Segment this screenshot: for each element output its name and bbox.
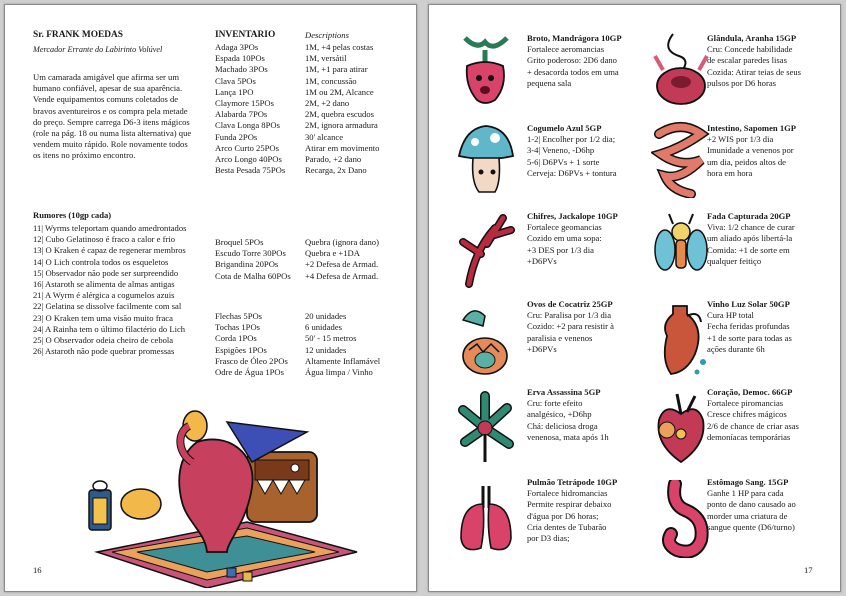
rumor-row: 22| Gelatina se dissolve facilmente com sal	[33, 301, 182, 312]
supply-item: Flechas 5POs	[215, 311, 263, 321]
item-line: Chá: deliciosa droga	[527, 420, 598, 431]
item-line: +D6PVs	[527, 343, 557, 354]
item-line: 1-2| Encolher por 1/2 dia;	[527, 134, 616, 145]
inventory-header: INVENTARIO	[215, 30, 276, 40]
supply-desc: Altamente Inflamável	[305, 355, 381, 366]
item-title: Cogumelo Azul 5GP	[527, 123, 602, 133]
item-line: Cerveja: D6PVs + tontura	[527, 167, 617, 178]
item-line: +1 de sorte para todas as	[707, 332, 792, 343]
page-number-left: 16	[33, 565, 42, 575]
inventory-item: Lança 1PO	[215, 86, 254, 97]
inventory-desc: 1M, versátil	[305, 53, 347, 64]
item-line: Cura HP total	[707, 310, 754, 321]
item-title: Fada Capturada 20GP	[707, 211, 791, 221]
inventory-desc: 2M, quebra escudos	[305, 109, 374, 120]
rumor-row: 21| A Wyrm é alérgica a cogumelos azuis	[33, 290, 175, 301]
item-line: + desacorda todos em uma	[527, 66, 619, 77]
item-title: Ovos de Cocatriz 25GP	[527, 299, 613, 309]
item-line: Fortalece geomancias	[527, 222, 602, 233]
item-line: 5-6| D6PVs + 1 sorte	[527, 156, 600, 167]
description-line: do preço. Sempre carrega D6-3 itens mágicos	[33, 116, 190, 127]
item-line: Fortalece hidromancias	[527, 488, 608, 499]
item-line: Cozido: +2 para resistir à	[527, 321, 614, 332]
item-line: +3 DES por 1/3 dia	[527, 244, 594, 255]
rumor-row: 11| Wyrms teleportam quando amedrontados	[33, 223, 187, 233]
description-line: os itens no próximo encontro.	[33, 150, 136, 161]
supply-desc: 12 unidades	[305, 344, 347, 355]
inventory-desc: Parado, +2 dano	[305, 154, 362, 165]
supply-item: Corda 1POs	[215, 333, 257, 344]
item-entry	[707, 211, 795, 267]
description-line: Um camarada amigável que afirma ser um	[33, 72, 180, 82]
egg-icon	[455, 300, 517, 378]
inventory-item: Funda 2POs	[215, 131, 258, 142]
description-line: bravos aventureiros e os compra pela metade	[33, 105, 188, 116]
item-line: hora em hora	[707, 167, 753, 178]
item-line: 2/6 de chance de criar asas	[707, 420, 799, 431]
armor-desc: Quebra (ignora dano)	[305, 237, 379, 247]
supply-desc: 6 unidades	[305, 322, 342, 333]
item-line: Fortalece piromancias	[707, 398, 784, 409]
item-line: Cru: Paralisa por 1/3 dia	[527, 310, 612, 321]
armor-items	[215, 237, 291, 282]
item-line: ações durante 6h	[707, 343, 765, 354]
inventory-item: Machado 3POs	[215, 64, 268, 75]
inventory-desc: 30' alcance	[305, 131, 344, 142]
npc-title: Mercador Errante do Labirinto Volúvel	[33, 45, 163, 54]
item-entry	[707, 299, 792, 355]
item-line: 3-4| Veneno, -D6hp	[527, 145, 595, 156]
inventory-item: Claymore 15POs	[215, 98, 274, 109]
inventory-item: Arco Curto 25POs	[215, 142, 279, 153]
description-line: Vende equipamentos comuns coletados de	[33, 94, 179, 105]
description-line: vendem muito rápido. Role novamente todos	[33, 139, 188, 150]
item-line: Cru: Concede habilidade	[707, 44, 793, 55]
item-line: Fecha feridas profundas	[707, 321, 790, 332]
item-line: Viva: 1/2 chance de curar	[707, 222, 795, 233]
item-entry	[527, 387, 609, 443]
supply-descriptions	[305, 311, 380, 378]
antler-icon	[455, 210, 517, 288]
inventory-descriptions	[305, 42, 379, 176]
supply-item: Odre de Água 1POs	[215, 367, 284, 378]
item-title: Coração, Democ. 66GP	[707, 387, 793, 397]
spider-gland-icon	[651, 30, 711, 108]
intestine-icon	[651, 120, 711, 198]
rumor-row: 14| O Lich controla todos os esqueletos	[33, 256, 169, 267]
armor-item: Cota de Malha 60POs	[215, 270, 291, 281]
inventory-item: Clava Longa 8POs	[215, 120, 280, 131]
item-line: morder uma criatura de	[707, 510, 788, 521]
inventory-item: Adaga 3POs	[215, 42, 259, 52]
item-line: demoníacas temporárias	[707, 431, 791, 442]
item-title: Intestino, Sapomen 1GP	[707, 123, 797, 133]
item-title: Glândula, Aranha 15GP	[707, 33, 797, 43]
item-line: pulsos por D6 horas	[707, 77, 776, 88]
item-entry	[707, 123, 796, 179]
inventory-desc: 1M, +4 pelas costas	[305, 42, 374, 52]
item-line: analgésico, +D6hp	[527, 409, 592, 420]
supply-item: Frasco de Óleo 2POs	[215, 355, 288, 366]
supply-desc: 50' - 15 metros	[305, 333, 357, 344]
inventory-desc: 1M, concussão	[305, 75, 357, 86]
inventory-item: Espada 10POs	[215, 53, 265, 64]
inventory-desc: 1M, +1 para atirar	[305, 64, 368, 75]
rumor-row: 12| Cubo Gelatinoso é fraco a calor e frio	[33, 234, 176, 245]
inventory-item: Besta Pesada 75POs	[215, 165, 286, 176]
armor-desc: +4 Defesa de Armad.	[305, 270, 379, 281]
mandrake-icon	[455, 30, 517, 108]
item-title: Erva Assassina 5GP	[527, 387, 601, 397]
item-line: qualquer feitiço	[707, 255, 762, 266]
item-line: Cresce chifres mágicos	[707, 409, 787, 420]
inventory-desc: Recarga, 2x Dano	[305, 165, 367, 176]
armor-desc: Quebra e +1DA	[305, 248, 360, 259]
item-line: um dia, peidos altos de	[707, 156, 787, 167]
item-entry	[707, 387, 799, 443]
inventory-items	[215, 42, 305, 176]
mushroom-icon	[455, 120, 517, 198]
rumor-row: 15| Observador não pode ser surpreendido	[33, 267, 179, 278]
item-line: por D3 dias;	[527, 533, 570, 544]
armor-desc: +2 Defesa de Armad.	[305, 259, 379, 270]
item-line: +D6PVs	[527, 255, 557, 266]
armor-item: Escudo Torre 30POs	[215, 248, 286, 259]
item-entry	[707, 33, 801, 89]
inventory-item: Clava 5POs	[215, 75, 256, 86]
rumors-list	[33, 223, 223, 357]
npc-name: Sr. FRANK MOEDAS	[33, 30, 124, 40]
descriptions-header: Descriptions	[305, 30, 349, 40]
left-page	[4, 4, 417, 592]
npc-description	[33, 72, 191, 162]
item-line: Comida: +1 de sorte em	[707, 244, 790, 255]
item-title: Vinho Luz Solar 50GP	[707, 299, 790, 309]
item-entry	[527, 211, 618, 267]
amphora-icon	[651, 300, 711, 378]
item-line: Cozido em uma sopa:	[527, 233, 602, 244]
right-page	[428, 4, 841, 592]
item-entry	[527, 123, 617, 179]
supply-item: Tochas 1POs	[215, 322, 260, 333]
item-line: Permite respirar debaixo	[527, 499, 612, 510]
description-line: (role na pág. 18 ou numa lista alternativa) que	[33, 128, 192, 139]
rumor-row: 16| Astaroth se alimenta de almas antigas	[33, 279, 175, 290]
lungs-icon	[455, 480, 517, 558]
item-entry	[527, 299, 614, 355]
stomach-icon	[651, 480, 711, 558]
item-title: Pulmão Tetrápode 10GP	[527, 477, 618, 487]
heart-icon	[651, 390, 711, 468]
item-line: Imunidade a venenos por	[707, 145, 794, 156]
item-line: Fortalece aeromancias	[527, 44, 605, 55]
item-line: Cozida: Atirar teias de seus	[707, 66, 802, 77]
item-line: Cria dentes de Tubarão	[527, 521, 607, 532]
item-line: paralisia e venenos	[527, 332, 593, 343]
armor-item: Broquel 5POs	[215, 237, 264, 247]
item-line: d'água por D6 horas;	[527, 510, 599, 521]
page-number-right: 17	[804, 565, 813, 575]
rumors-header: Rumores (10gp cada)	[33, 210, 112, 220]
rumor-row: 23| O Kraken tem uma visão muito fraca	[33, 312, 173, 323]
inventory-desc: Atirar em movimento	[305, 142, 380, 153]
herb-icon	[455, 390, 517, 468]
supply-item: Espigões 1POs	[215, 344, 267, 355]
rumor-row: 26| Astaroth não pode quebrar promessas	[33, 346, 175, 357]
item-line: sangue quente (D6/turno)	[707, 521, 795, 532]
item-entry	[527, 477, 617, 544]
inventory-item: Arco Longo 40POs	[215, 154, 282, 165]
armor-item: Brigandina 20POs	[215, 259, 279, 270]
fairy-icon	[651, 210, 711, 288]
item-entry	[707, 477, 796, 533]
item-title: Chifres, Jackalope 10GP	[527, 211, 618, 221]
item-line: de escalar paredes lisas	[707, 55, 787, 66]
item-line: pequena sala	[527, 77, 572, 88]
supply-desc: Água limpa / Vinho	[305, 367, 373, 378]
inventory-desc: 2M, +2 dano	[305, 98, 350, 109]
item-line: Grito poderoso: 2D6 dano	[527, 55, 617, 66]
inventory-item: Alabarda 7POs	[215, 109, 268, 120]
supply-desc: 20 unidades	[305, 311, 347, 321]
merchant-illustration	[77, 402, 367, 588]
item-line: +2 WIS por 1/3 dia	[707, 134, 774, 145]
item-line: Ganhe 1 HP para cada	[707, 488, 784, 499]
armor-descriptions	[305, 237, 379, 282]
item-line: venenosa, mata após 1h	[527, 431, 609, 442]
description-line: humano confiável, apesar de sua aparência.	[33, 83, 183, 94]
supply-items	[215, 311, 288, 378]
item-title: Estômago Sang. 15GP	[707, 477, 789, 487]
rumor-row: 24| A Rainha tem o último filactério do Lich	[33, 323, 186, 334]
item-line: ponto de dano causado ao	[707, 499, 796, 510]
rumor-row: 25| O Observador odeia cheiro de cebola	[33, 335, 174, 346]
rumor-row: 13| O Kraken é capaz de regenerar membros	[33, 245, 186, 256]
item-line: um aliado após libertá-la	[707, 233, 793, 244]
inventory-desc: 1M ou 2M, Alcance	[305, 86, 374, 97]
item-entry	[527, 33, 622, 89]
inventory-desc: 2M, ignora armadura	[305, 120, 378, 131]
item-line: Cru: forte efeito	[527, 398, 583, 409]
item-title: Broto, Mandrágora 10GP	[527, 33, 622, 43]
